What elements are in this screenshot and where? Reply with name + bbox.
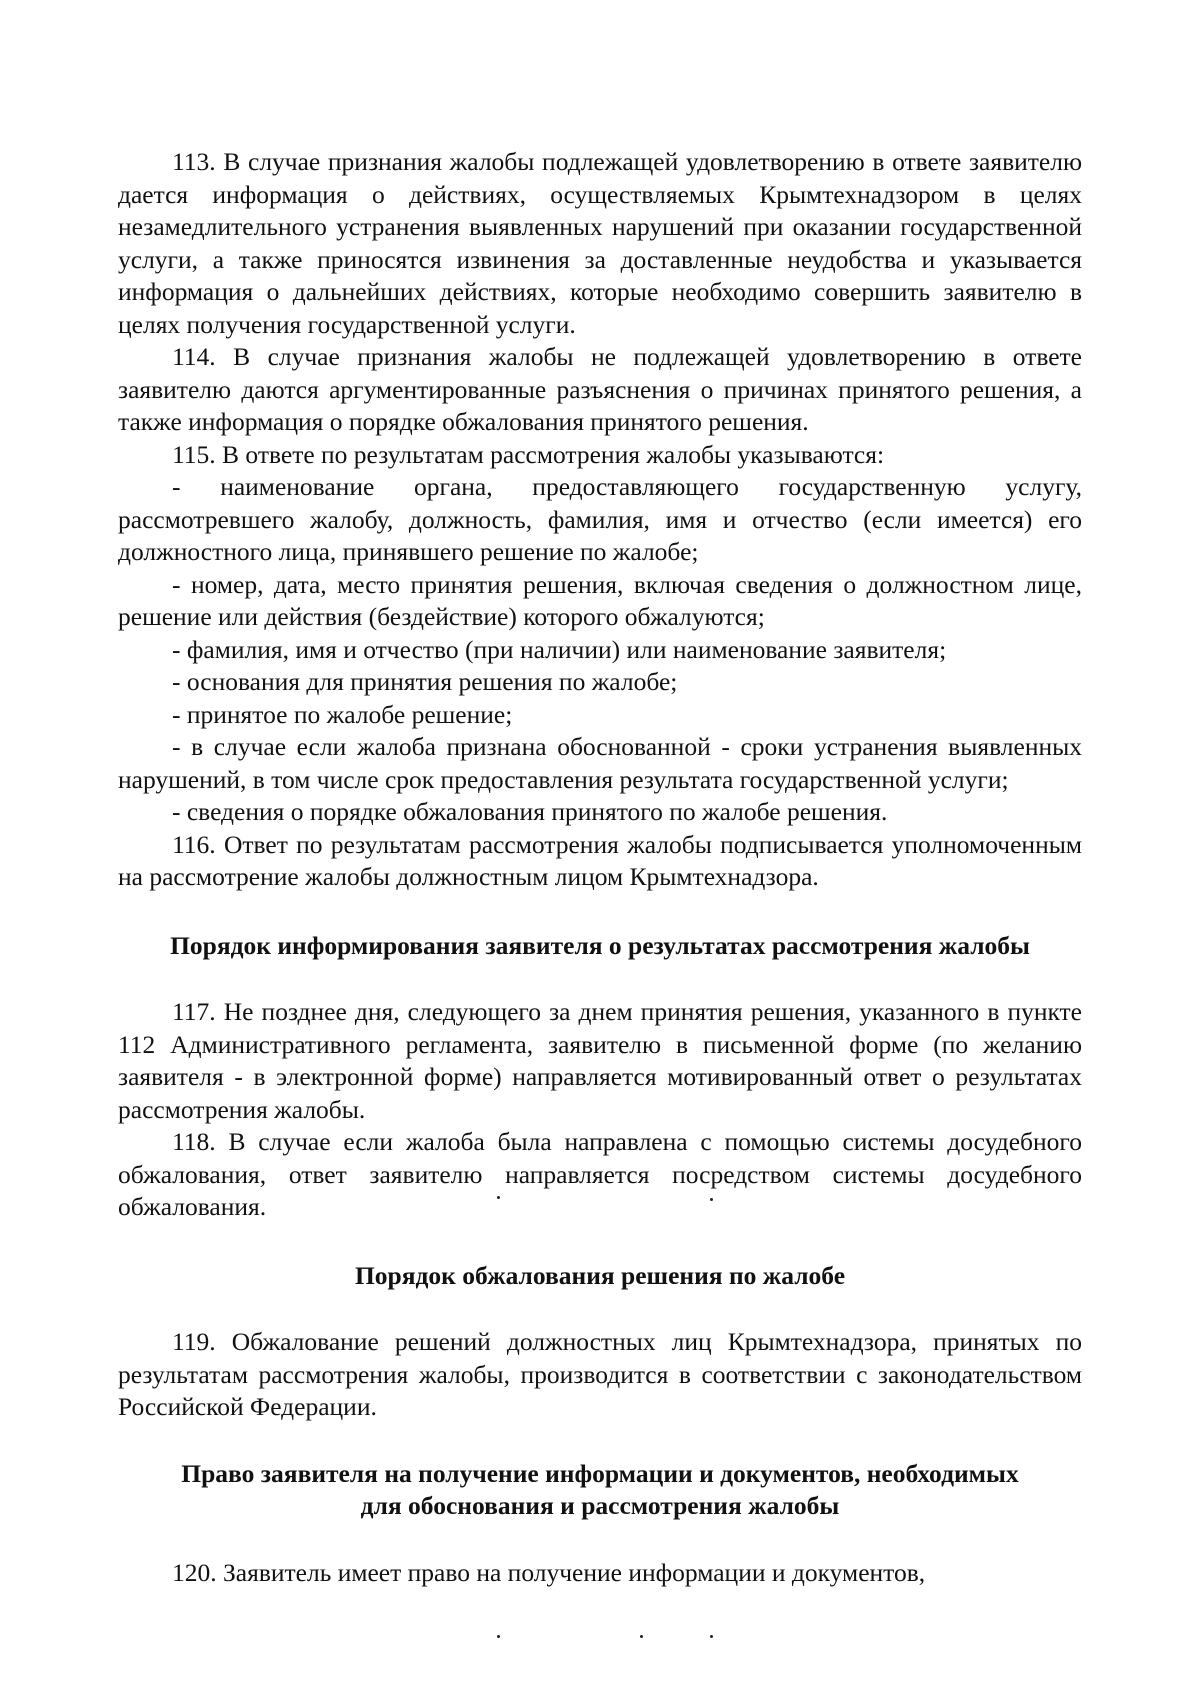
- paragraph-119: 119. Обжалование решений должностных лиц Крымтехнадзора, принятых по результатам рассмотрения жалобы, производится в соответствии с законодательством Российской Федерации.: [118, 1327, 1082, 1421]
- section-heading-rights: [118, 1458, 1082, 1523]
- list-item: - номер, дата, место принятия решения, включая сведения о должностном лице, решение или действия (бездействие) которого обжалуются;: [118, 569, 1082, 631]
- paragraph-116: 116. Ответ по результатам рассмотрения жалобы подписывается уполномоченным на рассмотрение жалобы должностным лицом Крымтехнадзора.: [118, 829, 1082, 891]
- scan-speck: [640, 1635, 643, 1638]
- list-item: - сведения о порядке обжалования принятого по жалобе решения.: [172, 797, 888, 826]
- paragraph-115: 115. В ответе по результатам рассмотрения жалобы указываются:: [172, 439, 885, 469]
- scan-speck: [497, 1635, 500, 1638]
- list-item: - в случае если жалоба признана обоснованной - сроки устранения выявленных нарушений, в том числе срок предоставления результата государственной услуги;: [118, 732, 1082, 794]
- section-heading-informing: Порядок информирования заявителя о результатах рассмотрения жалобы: [170, 930, 1030, 960]
- scan-speck: [710, 1635, 713, 1638]
- paragraph-120: 120. Заявитель имеет право на получение информации и документов,: [172, 1557, 926, 1587]
- paragraph-118: 118. В случае если жалоба была направлена с помощью системы досудебного обжалования, ответ заявителю направляется посредством системы досудебного обжалования.: [118, 1127, 1082, 1221]
- section-heading-appeal: Порядок обжалования решения по жалобе: [354, 1260, 846, 1290]
- scan-speck: [497, 1196, 500, 1199]
- list-item: - принятое по жалобе решение;: [172, 699, 513, 729]
- paragraph-113: 113. В случае признания жалобы подлежащей удовлетворению в ответе заявителю дается информация о действиях, осуществляемых Крымтехнадзором в целях незамедлительного устранения выявленных нарушений при оказании государственной услуги, а также приносятся извинения за доставленные неудобства и указывается информация о дальнейших действиях, которые необходимо совершить заявителю в целях получения государственной услуги.: [118, 147, 1082, 339]
- section-heading-rights-line1: Право заявителя на получение информации и документов, необходимых: [181, 1458, 1019, 1488]
- scan-speck: [710, 1198, 713, 1201]
- paragraph-114: 114. В случае признания жалобы не подлежащей удовлетворению в ответе заявителю даются аргументированные разъяснения о причинах принятого решения, а также информация о порядке обжалования принятого решения.: [118, 342, 1082, 436]
- document-body: [118, 146, 1082, 1589]
- list-item: - фамилия, имя и отчество (при наличии) или наименование заявителя;: [172, 634, 947, 664]
- section-heading-rights-line2: для обоснования и рассмотрения жалобы: [360, 1491, 840, 1520]
- list-item: - основания для принятия решения по жалобе;: [172, 667, 678, 696]
- paragraph-117: 117. Не позднее дня, следующего за днем принятия решения, указанного в пункте 112 Административного регламента, заявителю в письменной форме (по желанию заявителя - в электронной форме) направляется мотивированный ответ о результатах рассмотрения жалобы.: [118, 997, 1082, 1124]
- list-item: - наименование органа, предоставляющего государственную услугу, рассмотревшего жалобу, должность, фамилия, имя и отчество (если имеется) его должностного лица, принявшего решение по жалобе;: [118, 472, 1082, 566]
